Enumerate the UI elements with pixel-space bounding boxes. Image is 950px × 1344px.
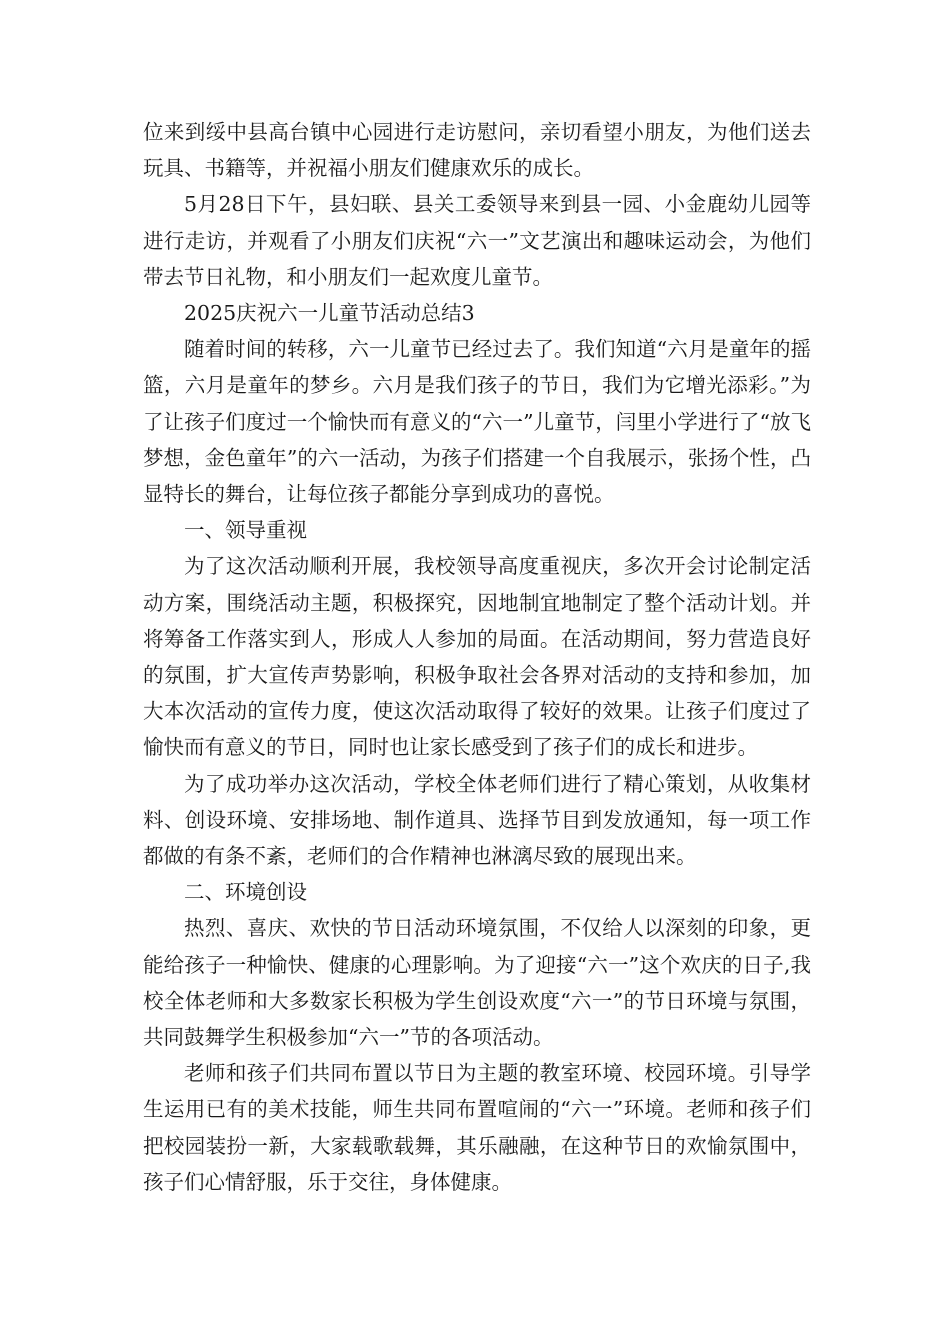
paragraph-planning: 为了成功举办这次活动，学校全体老师们进行了精心策划，从收集材料、创设环境、安排场地、制作道具、选择节目到发放通知，每一项工作都做的有条不紊，老师们的合作精神也淋漓尽致的展现出来。 [143,771,811,869]
heading-leadership: 一、领导重视 [184,518,307,543]
section-title: 2025庆祝六一儿童节活动总结3 [184,301,475,326]
paragraph-decoration: 老师和孩子们共同布置以节日为主题的教室环境、校园环境。引导学生运用已有的美术技能，师生共同布置喧闹的“六一”环境。老师和孩子们把校园装扮一新，大家载歌载舞，其乐融融，在这种节日的欢愉氛围中，孩子们心情舒服，乐于交往，身体健康。 [143,1061,811,1194]
paragraph-environment: 热烈、喜庆、欢快的节日活动环境氛围，不仅给人以深刻的印象，更能给孩子一种愉快、健康的心理影响。为了迎接“六一”这个欢庆的日子,我校全体老师和大多数家长积极为学生创设欢度“六一”的节日环境与氛围，共同鼓舞学生积极参加“六一”节的各项活动。 [143,916,811,1050]
document-body [143,114,811,1200]
paragraph-continuation: 位来到绥中县高台镇中心园进行走访慰问，亲切看望小朋友，为他们送去玩具、书籍等，并祝福小朋友们健康欢乐的成长。 [143,120,811,181]
paragraph-leadership: 为了这次活动顺利开展，我校领导高度重视庆，多次开会讨论制定活动方案，围绕活动主题，积极探究，因地制宜地制定了整个活动计划。并将筹备工作落实到人，形成人人参加的局面。在活动期间，努力营造良好的氛围，扩大宣传声势影响，积极争取社会各界对活动的支持和参加，加大本次活动的宣传力度，使这次活动取得了较好的效果。让孩子们度过了愉快而有意义的节日，同时也让家长感受到了孩子们的成长和进步。 [143,554,811,760]
paragraph-visit: 5月28日下午，县妇联、县关工委领导来到县一园、小金鹿幼儿园等进行走访，并观看了小朋友们庆祝“六一”文艺演出和趣味运动会，为他们带去节日礼物，和小朋友们一起欢度儿童节。 [143,192,811,289]
heading-environment: 二、环境创设 [184,880,307,905]
paragraph-intro: 随着时间的转移，六一儿童节已经过去了。我们知道“六月是童年的摇篮，六月是童年的梦乡。六月是我们孩子的节日，我们为它增光添彩。”为了让孩子们度过一个愉快而有意义的“六一”儿童节，闫里小学进行了“放飞梦想，金色童年”的六一活动，为孩子们搭建一个自我展示，张扬个性，凸显特长的舞台，让每位孩子都能分享到成功的喜悦。 [143,337,811,507]
